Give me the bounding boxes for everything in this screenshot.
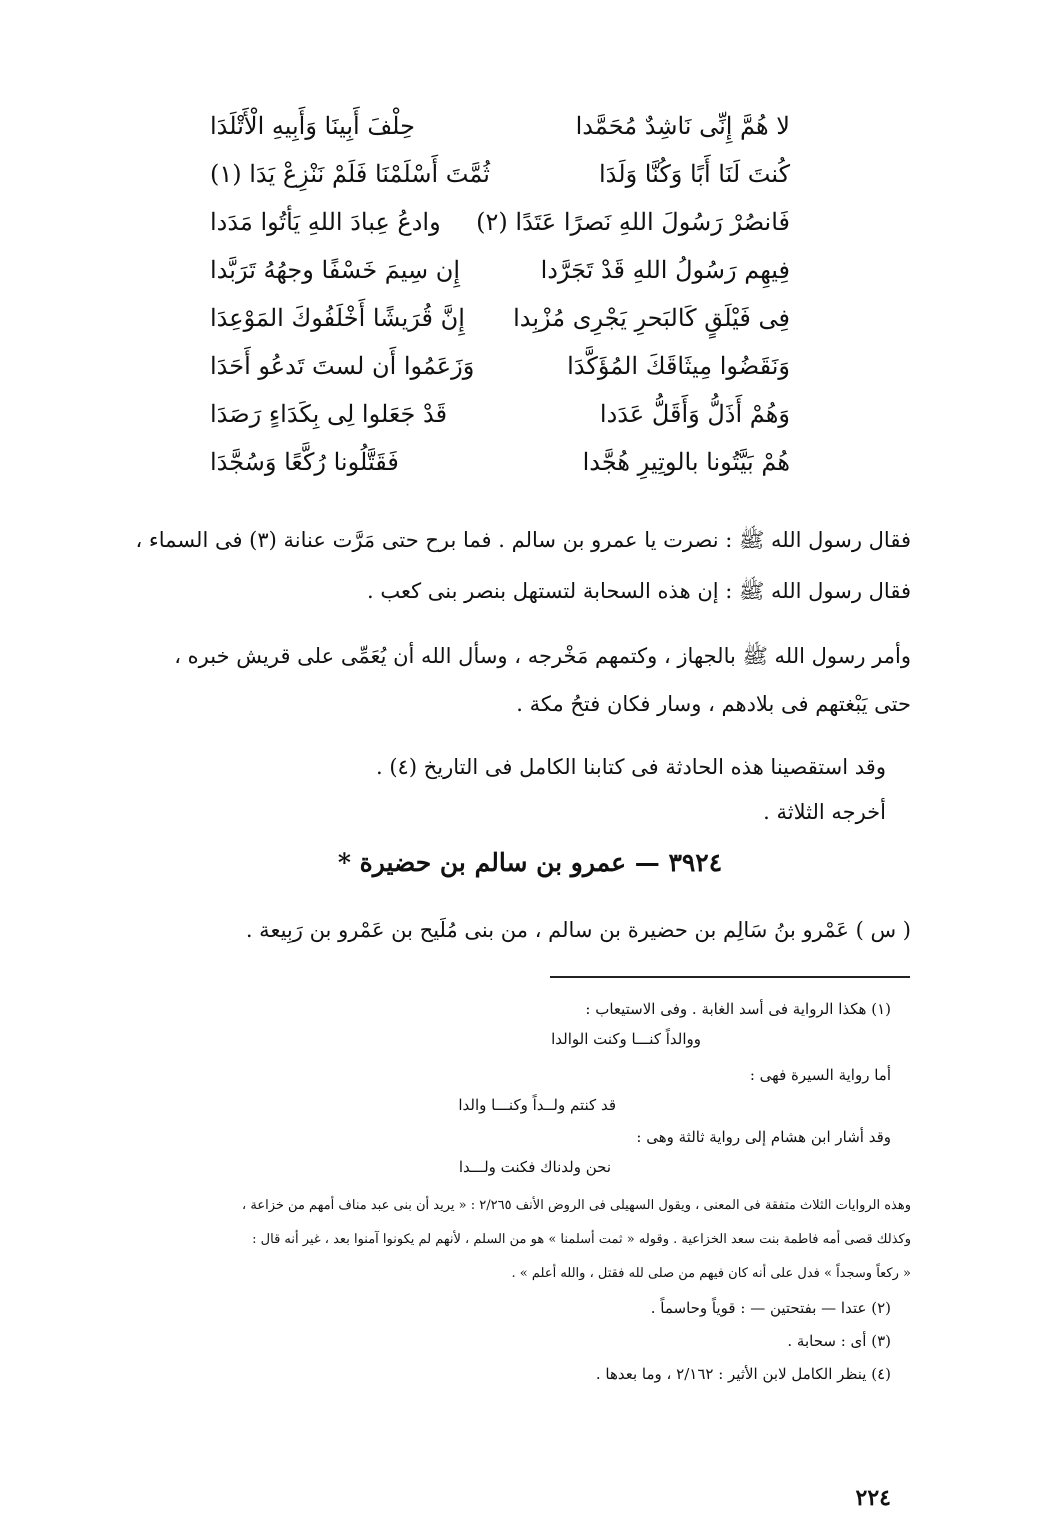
footnote-1-line: « ركعاً وسجداً » فدل على أنه كان فيهم من صلى لله فقتل ، والله أعلم » .: [511, 1266, 911, 1281]
body-paragraph-line: أخرجه الثلاثة .: [763, 800, 886, 824]
footnote-1: (١) هكذا الرواية فى أسد الغابة . وفى الاستيعاب :: [585, 1000, 891, 1018]
footnote-1-verse: ووالداً كنـــا وكنت الوالدا: [551, 1030, 701, 1048]
verse-second-hemistich: وادعُ عِبادَ اللهِ يَأتُوا مَدَدا: [210, 208, 441, 236]
footnote-3: (٣) أى : سحابة .: [787, 1332, 891, 1350]
page-number: ٢٢٤: [855, 1485, 891, 1511]
poem-verse: [200, 246, 790, 294]
body-paragraph-line: حتى يَبْغتهم فى بلادهم ، وسار فكان فتحُ مكة .: [516, 692, 911, 716]
poem-verse: [200, 294, 790, 342]
verse-first-hemistich: فَانصُرْ رَسُولَ اللهِ نَصرًا عَتَدًا (٢): [476, 208, 790, 236]
verse-first-hemistich: وَنَقَضُوا مِيثَاقَكَ المُؤَكَّدَا: [567, 352, 790, 380]
footnote-1-verse: نحن ولدناك فكنت ولـــدا: [458, 1158, 611, 1176]
poem: [200, 102, 790, 486]
poem-verse: [200, 198, 790, 246]
footnote-1-line: وقد أشار ابن هشام إلى رواية ثالثة وهى :: [636, 1128, 891, 1146]
verse-second-hemistich: قَدْ جَعَلوا لِى بِكَدَاءٍ رَصَدَا: [210, 400, 448, 428]
body-paragraph-line: وقد استقصينا هذه الحادثة فى كتابنا الكامل فى التاريخ (٤) .: [375, 755, 886, 779]
footnote-divider: [550, 976, 910, 978]
verse-second-hemistich: حِلْفَ أَبِينَا وَأَبِيهِ الْأَتْلَدَا: [210, 112, 415, 140]
verse-second-hemistich: وَزَعَمُوا أَن لستَ تَدعُو أَحَدَا: [210, 352, 475, 380]
verse-first-hemistich: فِيهِم رَسُولُ اللهِ قَدْ تَجَرَّدا: [540, 256, 790, 284]
poem-verse: [200, 102, 790, 150]
body-paragraph-line: فقال رسول الله ﷺ : إن هذه السحابة لتستهل بنصر بنى كعب .: [366, 579, 911, 603]
footnote-2: (٢) عتدا — بفتحتين — : قوياً وحاسماً .: [650, 1299, 891, 1317]
footnote-4: (٤) ينظر الكامل لابن الأثير : ٢/١٦٢ ، وما بعدها .: [595, 1365, 891, 1383]
entry-intro: ( س ) عَمْرو بنُ سَالِم بن حضيرة بن سالم ، من بنى مُلَيح بن عَمْرو بن رَبِيعة .: [245, 918, 911, 942]
footnote-1-line: وهذه الروايات الثلاث متفقة فى المعنى ، ويقول السهيلى فى الروض الأنف ٢/٢٦٥ : « يريد أن بنى عبد مناف أمهم من خزاعة ،: [242, 1198, 911, 1213]
body-paragraph-line: فقال رسول الله ﷺ : نصرت يا عمرو بن سالم . فما برح حتى مَرَّت عنانة (٣) فى السماء ،: [135, 528, 911, 552]
verse-first-hemistich: هُمْ بَيَّتُونا بالوتِيرِ هُجَّدا: [582, 448, 790, 476]
poem-verse: [200, 438, 790, 486]
poem-verse: [200, 390, 790, 438]
entry-heading: ٣٩٢٤ — عمرو بن سالم بن حضيرة *: [337, 848, 723, 877]
verse-first-hemistich: فِى فَيْلَقٍ كَالبَحرِ يَجْرِى مُزْبِدا: [513, 304, 790, 332]
verse-second-hemistich: ثُمَّتَ أَسْلَمْنَا فَلَمْ نَنْزِعْ يَدَا (١): [210, 160, 490, 188]
footnote-1-verse: قد كنتم ولــداً وكنـــا والدا: [458, 1096, 616, 1114]
verse-first-hemistich: وَهُمْ أَذَلُّ وَأَقَلُّ عَدَدا: [599, 400, 790, 428]
footnote-1-line: وكذلك قصى أمه فاطمة بنت سعد الخزاعية . وقوله « ثمت أسلمنا » هو من السلم ، لأنهم لم يكونوا آمنوا بعد ، غير أنه قال :: [252, 1232, 911, 1247]
verse-first-hemistich: كُنتَ لَنَا أَبًا وَكُنَّا وَلَدَا: [598, 160, 790, 188]
footnote-1-line: أما رواية السيرة فهى :: [749, 1066, 891, 1084]
verse-second-hemistich: إِنَّ قُرَيشًا أَخْلَفُوكَ المَوْعِدَا: [210, 304, 465, 332]
verse-first-hemistich: لا هُمَّ إِنِّى نَاشِدٌ مُحَمَّدا: [575, 112, 790, 140]
verse-second-hemistich: فَقَتَّلُونا رُكَّعًا وَسُجَّدَا: [210, 448, 399, 476]
verse-second-hemistich: إِن سِيمَ خَسْفًا وجهُهُ تَرَبَّدا: [210, 256, 461, 284]
poem-verse: [200, 150, 790, 198]
body-paragraph-line: وأمر رسول الله ﷺ بالجهاز ، وكتمهم مَخْرجه ، وسأل الله أن يُعَمِّى على قريش خبره ،: [174, 644, 911, 668]
poem-verse: [200, 342, 790, 390]
